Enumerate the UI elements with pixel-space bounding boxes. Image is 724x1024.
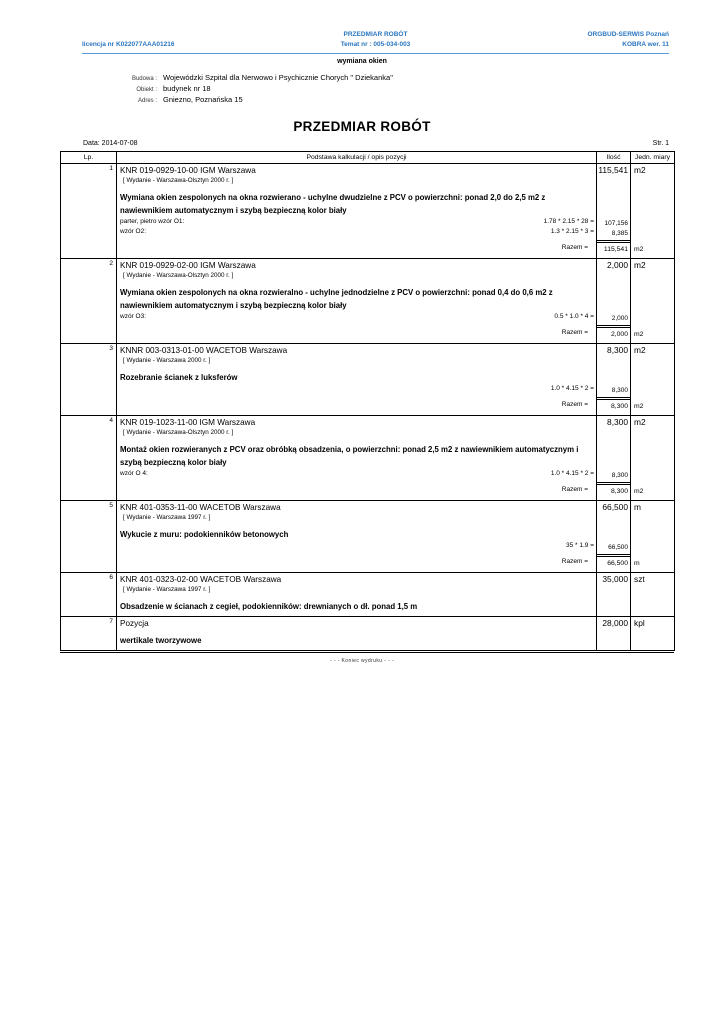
table-row (61, 164, 675, 259)
header-software-version: KOBRA wer. 11 (622, 41, 669, 48)
item-quantity: 35,000 (602, 574, 628, 584)
total-unit: m2 (634, 331, 644, 338)
item-number: 3 (61, 344, 117, 416)
item-description-cell (117, 164, 597, 259)
total-line (120, 240, 594, 255)
calc-label: parter, pietro wzór O1: (120, 218, 185, 225)
item-quantity-cell (597, 617, 631, 651)
item-unit-cell (631, 344, 675, 416)
item-quantity-cell (597, 344, 631, 416)
item-unit: kpl (634, 618, 645, 628)
item-description-cell (117, 344, 597, 416)
total-value: 2,000 (597, 327, 628, 342)
item-description-cell (117, 573, 597, 617)
calc-formula: 35 * 1.9 = (565, 542, 594, 549)
document-date: Data: 2014-07-08 (83, 140, 138, 147)
total-line (120, 397, 594, 412)
info-key: Obiekt : (136, 87, 157, 93)
total-value: 115,541 (597, 242, 628, 257)
info-row-budowa (100, 72, 393, 83)
header-topic-number: Temat nr : 005-034-003 (340, 41, 411, 48)
item-quantity: 115,541 (598, 165, 628, 175)
calc-value: 8,385 (611, 230, 628, 237)
header-license: licencja nr K022077AAA01216 (82, 41, 175, 48)
item-unit-cell (631, 573, 675, 617)
item-unit-cell (631, 617, 675, 651)
item-edition: [ Wydanie - Warszawa-Olsztyn 2000 r. ] (123, 177, 234, 184)
table-header-row (61, 152, 675, 164)
item-code: KNR 019-1023-11-00 IGM Warszawa (120, 418, 256, 427)
total-line (120, 554, 594, 569)
total-unit: m2 (634, 246, 644, 253)
item-unit: m2 (634, 165, 646, 175)
table-end-rule (60, 652, 674, 653)
item-title: Obsadzenie w ścianach z cegieł, podokienników: drewnianych o dł. ponad 1,5 m (120, 602, 418, 611)
item-code: KNNR 003-0313-01-00 WACETOB Warszawa (120, 346, 288, 355)
total-line (120, 482, 594, 497)
item-number: 2 (61, 259, 117, 344)
item-title: Rozebranie ścianek z luksferów (120, 373, 238, 382)
item-number: 1 (61, 164, 117, 259)
item-code: Pozycja (120, 619, 149, 628)
document-subtitle: wymiana okien (337, 58, 387, 65)
item-title: Wymiana okien zespolonych na okna rozwierano - uchylne dwudzielne z PCV o powierzchni: ponad 2,0 do 2,5 m2 z nawiewnikiem automatycznym i szybą bezpieczną kolor biały (120, 193, 546, 215)
item-title: Wymiana okien zespolonych na okna rozwieralno - uchylne jednodzielne z PCV o powierzchni: ponad 0,4 do 0,6 m2 z nawiewnikiem automatycznym i szybą bezpieczną kolor biały (120, 288, 553, 310)
item-number: 7 (61, 617, 117, 651)
total-label: Razem = (561, 558, 588, 565)
page-header (82, 31, 669, 54)
item-description-cell (117, 617, 597, 651)
item-quantity-cell (597, 164, 631, 259)
page-title: PRZEDMIAR ROBÓT (293, 119, 431, 134)
total-label: Razem = (561, 401, 588, 408)
calc-formula: 1.78 * 2.15 * 28 = (543, 218, 594, 225)
table-row (61, 344, 675, 416)
item-edition: [ Wydanie - Warszawa 1997 r. ] (123, 514, 211, 521)
item-unit: szt (634, 574, 645, 584)
calc-line (120, 312, 594, 322)
page-number: Str. 1 (652, 140, 669, 147)
total-unit: m2 (634, 403, 644, 410)
item-edition: [ Wydanie - Warszawa-Olsztyn 2000 r. ] (123, 272, 234, 279)
calc-line (120, 541, 594, 551)
calc-label: wzór O3: (120, 313, 147, 320)
item-quantity: 8,300 (607, 345, 628, 355)
item-quantity: 8,300 (607, 417, 628, 427)
calc-line (120, 469, 594, 479)
item-edition: [ Wydanie - Warszawa 1997 r. ] (123, 586, 211, 593)
calc-value: 8,300 (611, 387, 628, 394)
item-description-cell (117, 501, 597, 573)
calc-value: 107,156 (604, 220, 628, 227)
col-header-unit: Jedn. miary (631, 152, 675, 164)
end-of-print: - - - Koniec wydruku - - - (329, 658, 395, 664)
total-value: 8,300 (597, 399, 628, 414)
total-label: Razem = (561, 244, 588, 251)
table-row (61, 501, 675, 573)
calc-label: wzór O 4: (120, 470, 148, 477)
table-row (61, 617, 675, 651)
calc-value: 8,300 (611, 472, 628, 479)
item-description-cell (117, 416, 597, 501)
header-title: PRZEDMIAR ROBÓT (343, 31, 408, 38)
calc-value: 66,500 (608, 544, 628, 551)
item-title: Wykucie z muru: podokienników betonowych (120, 530, 289, 539)
table-row (61, 416, 675, 501)
total-value: 66,500 (597, 556, 628, 571)
item-quantity: 66,500 (602, 502, 628, 512)
item-title: wertikale tworzywowe (120, 636, 202, 645)
item-unit-cell (631, 259, 675, 344)
calc-values (597, 314, 628, 342)
calc-values (597, 471, 628, 499)
item-quantity-cell (597, 501, 631, 573)
total-unit: m (634, 560, 640, 567)
item-quantity-cell (597, 416, 631, 501)
calc-label: wzór O2: (120, 228, 147, 235)
item-unit: m2 (634, 417, 646, 427)
total-label: Razem = (561, 486, 588, 493)
calc-value: 2,000 (611, 315, 628, 322)
info-value: Wojewódzki Szpital dla Nerwowo i Psychicznie Chorych " Dziekanka" (163, 73, 393, 82)
item-unit: m2 (634, 345, 646, 355)
item-unit-cell (631, 164, 675, 259)
item-description-cell (117, 259, 597, 344)
item-code: KNR 401-0353-11-00 WACETOB Warszawa (120, 503, 281, 512)
item-unit-cell (631, 416, 675, 501)
item-quantity-cell (597, 259, 631, 344)
item-edition: [ Wydanie - Warszawa 2000 r. ] (123, 357, 211, 364)
info-row-adres (100, 94, 393, 105)
col-header-lp: Lp. (61, 152, 117, 164)
calc-formula: 1.0 * 4.15 * 2 = (550, 470, 594, 477)
total-label: Razem = (561, 329, 588, 336)
calc-formula: 0.5 * 1.0 * 4 = (554, 313, 594, 320)
total-line (120, 325, 594, 340)
item-unit: m2 (634, 260, 646, 270)
table-row (61, 573, 675, 617)
total-value: 8,300 (597, 484, 628, 499)
project-info (100, 72, 393, 105)
info-row-obiekt (100, 83, 393, 94)
calc-values (597, 386, 628, 414)
item-quantity-cell (597, 573, 631, 617)
info-value: Gniezno, Poznańska 15 (163, 95, 243, 104)
header-company: ORGBUD-SERWIS Poznań (587, 31, 669, 38)
calc-formula: 1.3 * 2.15 * 3 = (550, 228, 594, 235)
item-number: 5 (61, 501, 117, 573)
col-header-quantity: Ilość (597, 152, 631, 164)
item-code: KNR 401-0323-02-00 WACETOB Warszawa (120, 575, 282, 584)
item-code: KNR 019-0929-02-00 IGM Warszawa (120, 261, 256, 270)
item-quantity: 2,000 (607, 260, 628, 270)
calc-line (120, 217, 594, 227)
calc-values (597, 219, 628, 257)
item-quantity: 28,000 (602, 618, 628, 628)
estimate-table (60, 151, 675, 651)
item-unit-cell (631, 501, 675, 573)
info-key: Adres : (137, 98, 157, 104)
calc-line (120, 227, 594, 237)
info-value: budynek nr 18 (163, 84, 211, 93)
col-header-description: Podstawa kalkulacji / opis pozycji (117, 152, 597, 164)
item-unit: m (634, 502, 641, 512)
total-unit: m2 (634, 488, 644, 495)
calc-formula: 1.0 * 4.15 * 2 = (550, 385, 594, 392)
calc-line (120, 384, 594, 394)
item-title: Montaż okien rozwieranych z PCV oraz obróbką obsadzenia, o powierzchni: ponad 2,5 m2 z nawiewnikiem automatycznym i szybą bezpieczną kolor biały (120, 445, 579, 467)
calc-values (597, 543, 628, 571)
item-code: KNR 019-0929-10-00 IGM Warszawa (120, 166, 256, 175)
item-number: 4 (61, 416, 117, 501)
item-number: 6 (61, 573, 117, 617)
table-row (61, 259, 675, 344)
item-edition: [ Wydanie - Warszawa-Olsztyn 2000 r. ] (123, 429, 234, 436)
info-key: Budowa : (131, 76, 157, 82)
